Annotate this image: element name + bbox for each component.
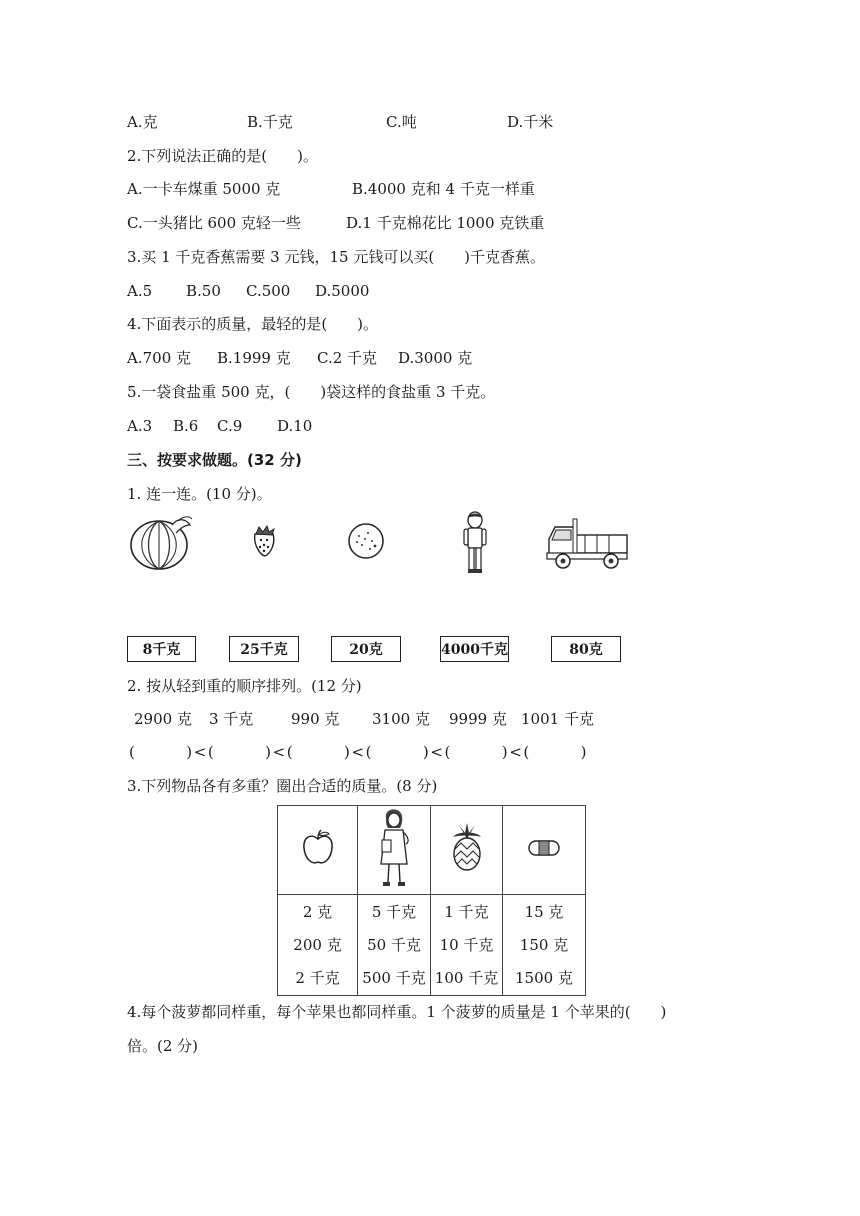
weight-table	[277, 805, 586, 996]
girl-icon	[374, 806, 414, 890]
q2-option-a: A.一卡车煤重 5000 克	[127, 180, 281, 198]
table-image-cell	[431, 806, 503, 895]
part-2-title: 2. 按从轻到重的顺序排列。(12 分)	[127, 677, 362, 695]
weight-option[interactable]: 200 克	[293, 935, 342, 954]
q2-stem: 2.下列说法正确的是( )。	[127, 147, 319, 165]
order-blanks[interactable]: ( )<( )<( )<( )<( )<( )	[129, 743, 589, 761]
order-item: 3100 克	[372, 710, 430, 728]
q1-option-c: C.吨	[386, 113, 417, 131]
q3-option-c: C.500	[246, 282, 291, 300]
weight-box[interactable]: 8千克	[127, 636, 196, 662]
q3-stem: 3.买 1 千克香蕉需要 3 元钱，15 元钱可以买( )千克香蕉。	[127, 248, 546, 266]
strawberry-icon	[250, 524, 278, 558]
weight-option[interactable]: 150 克	[519, 935, 569, 954]
weight-option[interactable]: 2 克	[302, 902, 333, 921]
q2-option-b: B.4000 克和 4 千克一样重	[352, 180, 535, 198]
part-4-line-2: 倍。(2 分)	[127, 1037, 199, 1055]
pineapple-icon	[447, 823, 487, 873]
eraser-icon	[527, 838, 561, 858]
q2-option-d: D.1 千克棉花比 1000 克铁重	[346, 214, 545, 232]
q5-stem: 5.一袋食盐重 500 克，( )袋这样的食盐重 3 千克。	[127, 383, 496, 401]
weight-option[interactable]: 2 千克	[295, 968, 340, 987]
weight-option[interactable]: 15 克	[524, 902, 564, 921]
table-image-cell	[358, 806, 431, 895]
part-3-title: 3.下列物品各有多重？圈出合适的质量。(8 分)	[127, 777, 438, 795]
table-options-cell	[503, 895, 586, 996]
table-options-cell	[358, 895, 431, 996]
q5-option-a: A.3	[127, 417, 153, 435]
orange-icon	[346, 522, 386, 560]
order-item: 990 克	[291, 710, 340, 728]
weight-box[interactable]: 25千克	[229, 636, 299, 662]
weight-option[interactable]: 100 千克	[434, 968, 499, 987]
q1-option-d: D.千米	[507, 113, 554, 131]
part-1-title: 1. 连一连。(10 分)。	[127, 485, 272, 503]
weight-box[interactable]: 20克	[331, 636, 401, 662]
q4-option-c: C.2 千克	[317, 349, 378, 367]
order-item: 3 千克	[209, 710, 254, 728]
watermelon-icon	[128, 515, 194, 571]
weight-option[interactable]: 1 千克	[444, 902, 489, 921]
table-options-cell	[278, 895, 358, 996]
weight-option[interactable]: 500 千克	[362, 968, 426, 987]
weight-box[interactable]: 4000千克	[440, 636, 509, 662]
q3-option-b: B.50	[186, 282, 221, 300]
q3-option-d: D.5000	[315, 282, 370, 300]
order-item: 2900 克	[134, 710, 192, 728]
table-image-cell	[278, 806, 358, 895]
weight-option[interactable]: 5 千克	[371, 902, 417, 921]
table-image-cell	[503, 806, 586, 895]
q5-option-b: B.6	[173, 417, 199, 435]
section-3-title: 三、按要求做题。(32 分)	[127, 451, 302, 469]
q1-option-b: B.千克	[247, 113, 293, 131]
q3-option-a: A.5	[127, 282, 153, 300]
apple-icon	[301, 829, 335, 867]
weight-option[interactable]: 1500 克	[515, 968, 573, 987]
truck-icon	[545, 515, 629, 571]
q1-option-a: A.克	[127, 113, 158, 131]
q2-option-c: C.一头猪比 600 克轻一些	[127, 214, 301, 232]
boy-icon	[461, 511, 489, 575]
order-item: 9999 克	[449, 710, 507, 728]
weight-box[interactable]: 80克	[551, 636, 621, 662]
q4-stem: 4.下面表示的质量，最轻的是( )。	[127, 315, 379, 333]
q4-option-b: B.1999 克	[217, 349, 291, 367]
weight-option[interactable]: 50 千克	[367, 935, 421, 954]
q5-option-d: D.10	[277, 417, 313, 435]
q5-option-c: C.9	[217, 417, 243, 435]
table-options-cell	[431, 895, 503, 996]
q4-option-a: A.700 克	[127, 349, 191, 367]
part-4-line-1: 4.每个菠萝都同样重，每个苹果也都同样重。1 个菠萝的质量是 1 个苹果的( )	[127, 1003, 667, 1021]
weight-option[interactable]: 10 千克	[439, 935, 494, 954]
q4-option-d: D.3000 克	[398, 349, 473, 367]
order-item: 1001 千克	[521, 710, 594, 728]
